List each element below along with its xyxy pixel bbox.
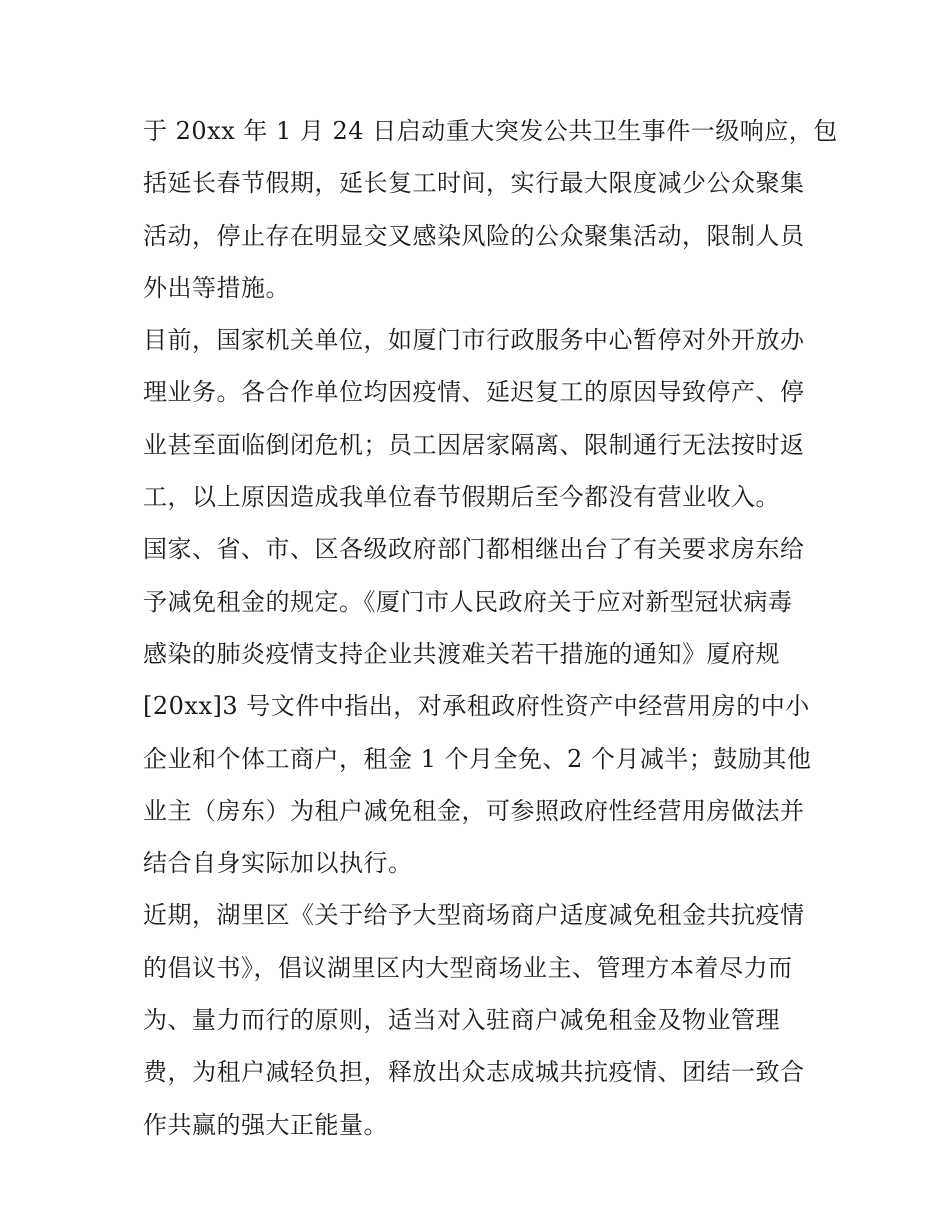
text-line: 目前，国家机关单位，如厦门市行政服务中心暂停对外开放办: [143, 326, 805, 355]
paragraph-1: [143, 105, 838, 314]
text-line: 结合自身实际加以执行。: [143, 849, 413, 878]
document-body: [143, 105, 838, 1151]
text-line: 国家、省、市、区各级政府部门都相继出台了有关要求房东给: [143, 535, 805, 564]
text-line: 理业务。各合作单位均因疫情、延迟复工的原因导致停产、停: [143, 378, 805, 407]
text-line: 括延长春节假期，延长复工时间，实行最大限度减少公众聚集: [143, 169, 805, 198]
text-line: [20xx]3 号文件中指出，对承租政府性资产中经营用房的中小: [143, 692, 810, 721]
paragraph-4: [143, 889, 823, 1150]
text-line: 予减免租金的规定。《厦门市人民政府关于应对新型冠状病毒: [143, 587, 793, 616]
text-line: 于 20xx 年 1 月 24 日启动重大突发公共卫生事件一级响应，包: [143, 117, 838, 145]
text-line: 近期，湖里区《关于给予大型商场商户适度减免租金共抗疫情: [143, 901, 805, 930]
text-line: 工，以上原因造成我单位春节假期后至今都没有营业收入。: [143, 483, 780, 512]
text-line: 费，为租户减轻负担，释放出众志成城共抗疫情、团结一致合: [143, 1058, 805, 1087]
paragraph-3: [143, 523, 823, 889]
text-line: 业甚至面临倒闭危机；员工因居家隔离、限制通行无法按时返: [143, 430, 805, 459]
text-line: 企业和个体工商户，租金 1 个月全免、2 个月减半；鼓励其他: [143, 744, 812, 773]
text-line: 业主（房东）为租户减免租金，可参照政府性经营用房做法并: [143, 796, 805, 825]
text-line: 活动，停止存在明显交叉感染风险的公众聚集活动，限制人员: [143, 221, 805, 250]
text-line: 外出等措施。: [143, 273, 290, 302]
paragraph-2: [143, 314, 823, 523]
text-line: 作共赢的强大正能量。: [143, 1110, 388, 1139]
text-line: 感染的肺炎疫情支持企业共渡难关若干措施的通知》厦府规: [143, 639, 780, 668]
text-line: 为、量力而行的原则，适当对入驻商户减免租金及物业管理: [143, 1006, 780, 1035]
text-line: 的倡议书》，倡议湖里区内大型商场业主、管理方本着尽力而: [143, 953, 793, 982]
